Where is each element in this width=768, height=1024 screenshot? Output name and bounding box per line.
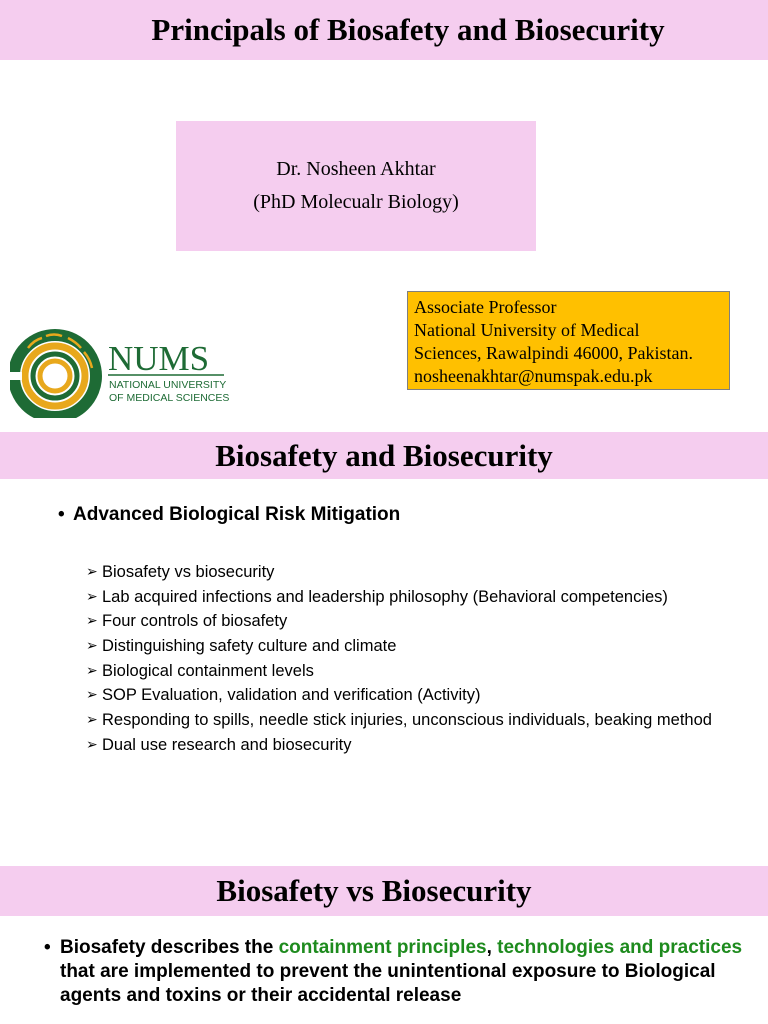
affiliation-email[interactable]: nosheenakhtar@numspak.edu.pk [414, 366, 653, 386]
section-heading-band [0, 432, 768, 479]
highlight-text: technologies and practices [497, 937, 743, 958]
list-item: ➢ Biological containment levels [86, 661, 314, 680]
arrow-bullet-icon: ➢ [86, 612, 98, 629]
arrow-bullet-icon: ➢ [86, 686, 98, 703]
logo-acronym: NUMS [108, 339, 210, 378]
main-bullet [58, 504, 758, 526]
arrow-bullet-icon: ➢ [86, 735, 98, 752]
main-bullet-text: Advanced Biological Risk Mitigation [73, 504, 401, 525]
arrow-bullet-icon: ➢ [86, 661, 98, 678]
author-name: Dr. Nosheen Akhtar [276, 158, 436, 180]
list-item: ➢ Lab acquired infections and leadership philosophy (Behavioral competencies) [86, 587, 668, 606]
logo-line1: NATIONAL UNIVERSITY [109, 379, 227, 391]
topics-section [58, 504, 758, 759]
nums-emblem-icon [10, 326, 230, 418]
author-degree: (PhD Molecualr Biology) [253, 191, 459, 213]
bullet-dot-icon: • [58, 504, 65, 525]
definition-paragraph [44, 936, 754, 1008]
bullet-dot-icon: • [44, 937, 51, 958]
arrow-bullet-icon: ➢ [86, 711, 98, 728]
section-heading: Biosafety vs Biosecurity [216, 873, 532, 908]
definition-section [44, 936, 754, 1008]
page-title: Principals of Biosafety and Biosecurity [151, 12, 665, 47]
list-item: ➢ Distinguishing safety culture and climate [86, 637, 397, 656]
nums-logo [10, 326, 230, 418]
arrow-bullet-icon: ➢ [86, 637, 98, 654]
affiliation-line: Sciences, Rawalpindi 46000, Pakistan. [414, 343, 693, 363]
section-heading: Biosafety and Biosecurity [215, 437, 553, 473]
topic-list [86, 561, 758, 756]
affiliation-box [407, 291, 730, 390]
affiliation-line: National University of Medical [414, 320, 640, 340]
arrow-bullet-icon: ➢ [86, 563, 98, 579]
page-title-band [0, 0, 768, 60]
list-item: ➢ Biosafety vs biosecurity [86, 563, 275, 581]
section-heading-band [0, 866, 768, 916]
logo-line2: OF MEDICAL SCIENCES [109, 392, 230, 404]
list-item: ➢ Four controls of biosafety [86, 612, 288, 631]
list-item: ➢ SOP Evaluation, validation and verification (Activity) [86, 686, 481, 705]
highlight-text: containment principles [278, 937, 487, 958]
arrow-bullet-icon: ➢ [86, 587, 98, 604]
author-box [176, 121, 536, 251]
list-item: ➢ Responding to spills, needle stick injuries, unconscious individuals, beaking method [86, 711, 712, 730]
definition-text: Biosafety describes the containment principles, technologies and practices that are implemented to prevent the unintentional exposure to Biological agents and toxins or their accidental release [60, 937, 743, 1006]
affiliation-line: Associate Professor [414, 297, 557, 317]
list-item: ➢ Dual use research and biosecurity [86, 735, 352, 754]
